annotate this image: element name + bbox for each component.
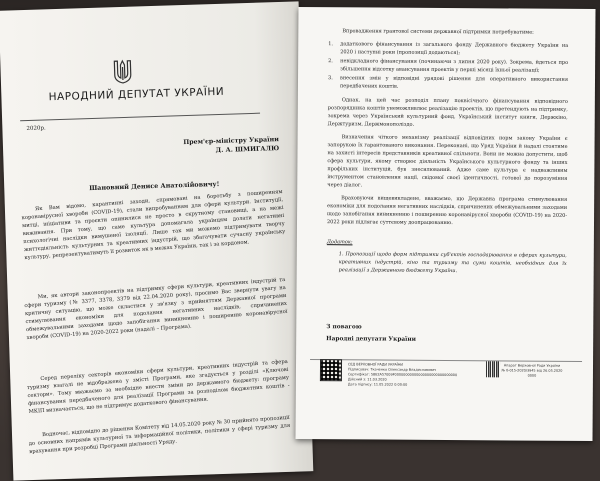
addressee-name: Д. А. ШМИГАЛЮ — [215, 144, 280, 154]
requirements-list — [328, 40, 568, 92]
letter-greeting: Шановний Денисе Анатолійовичу! — [89, 179, 220, 193]
body-paragraph: Визначення чіткого механізму реалізації відповідних норм закону України є запорукою їх гарантованого виконання. Переконані, що Уряд України й надалі стоятиме на захисті інтересів представників креативної спільноти. Вони не можна допустити, щоб сфера культури, якому створює діяльність Українського культурного фонду та інших профільних інституцій, був знесилюваний. Адже саме культура є надважливим інструментом становлення нації, свідомої своєї ідентичності, готової до порозуміння через діалог. — [327, 134, 568, 189]
letter-date: 2020р. — [26, 125, 46, 133]
letter-paragraph: Водночас, відповідно до рішення Комітету від 14.05.2020 року № 30 прийнято пропозиції до основних напрямів культурної та інформаційної політики, політики у сфері туризму для врахування при розробці Програми діяльності Уряду. — [28, 414, 291, 456]
list-item: 3. внесення змін у відповідні урядові рішення для оперативного використання передбачених коштів. — [327, 75, 569, 90]
body-paragraph: Враховуючи вищевикладене, вважаємо, що Державна програма стимулювання економіки для подолання негативних наслідків, спричинених обмежувальними заходами щодо запобігання виникненню і поширенню коронавірусної хвороби (COVID-19) на 2020-2022 роки підлягає суттєвому доопрацюванню. — [326, 195, 568, 227]
signature-block — [326, 321, 416, 346]
attachment-item: 1. Пропозиції щодо форм підтримки суб'єктів господарювання в сферах культури, креативних індустрій, кіно та туризму та суми коштів, необхідних для їх реалізації з Державного бюджету України. — [338, 251, 567, 275]
attachment-title: Додаток: — [326, 239, 353, 246]
addressee-position: Прем'єр-міністру України — [183, 136, 279, 147]
attachment-block — [327, 238, 567, 276]
list-item: 1. додаткового фінансування із загального фонду Державного бюджету України на 2020 і наступні роки (пропозиції додаються); — [328, 41, 569, 57]
letter-paragraph: Ми, як автори законопроектів на підтримку сфери культури, креативних індустрій та сфери туризму (№ 3377, 3378, 3379 від 22.04.2020 року), просимо Вас звернути увагу на критичну ситуацію, що може скластися у зв'язку з прийняттям Державної програми стимулювання економіки для подолання негативних наслідків, спричинених обмежувальними заходами щодо запобігання виникненню і поширенню коронавірусної хвороби (COVID-19) на 2020-2022 роки (надалі – Програма). — [24, 276, 288, 342]
letterhead-title: НАРОДНИЙ ДЕПУТАТ УКРАЇНИ — [48, 85, 225, 104]
letter-body-continued — [327, 27, 569, 276]
closing-text: З повагою — [326, 324, 362, 331]
qr-code-icon — [320, 359, 342, 381]
letterhead-divider — [20, 113, 260, 122]
letter-page-left — [0, 1, 313, 480]
letter-paragraph: Як Вам відомо, карантинні заходи, спрямовані на боротьбу з поширенням коронавірусної хвороби (COVID-19), стали випробуванням для сфери культури. Інституції, митці, ініціативи та проєкти опинилися не просто в скрутному становищі, а на межі виживання. При тому, що саме культура допомагала українцям долати негативні психологічні наслідки вимушеної ізоляції. Лише так ми можемо підтримувати творчу життєдіяльність культурних та креативних індустрій, що збагачувати сучасну українську культуру, репрезентуватимуть її розвиток як в межах України, так і за кордоном. — [21, 188, 286, 262]
e-signature-stamp: СЕД ВЕРХОВНОЇ РАДИ УКРАЇНИ Підписувач: Ткаченко Олександр Владиславович Сертифікат: 58E2A57009F00000000000000000000000000000 Дійсний з: 11.03.2020 Дата підпису: 11.05.2022 0:00:00 — [347, 362, 458, 388]
body-paragraph: Однак, на цей час розподіл плану поквісічного фінансування відповідного розпорядника коштів унеможливлює реалізацію проектів, що претендують на підтримку, зокрема через Український культурний фонд, Український інститут книги, Держкіно, Держтуризм, Держмонополіздо. — [327, 97, 568, 128]
registration-stamp: Апарат Верховної Ради України № 0-015-2020/3945 від 26.05.2020 0000 — [501, 363, 563, 378]
list-intro: Впровадження грантової системи державної підтримки потребуватиме: — [342, 28, 534, 36]
letter-paragraph: Серед переліку секторів економіки сфери культури, креативних індустрій та сфера туризму взагалі не відображена у змісті Програми, яке згадується у розділі «Ключові сектори». Тому вважаємо за необхідне внести зміни до державного бюджету: програму фінансування передбаченого для реалізації Програми за розподілом бюджетних коштів - МКІП визначається, що не підтримує додаткового фінансування. — [26, 358, 290, 416]
list-item: 2. невідкладного фінансування (починаючи з липня 2020 року). Зокрема, йдеться про збільшення відсотку авансування проектів у перші місяці їхньої реалізації; — [328, 58, 569, 74]
trident-emblem-icon — [112, 59, 133, 86]
letter-page-right — [295, 7, 595, 441]
signatories: Народні депутати України — [326, 336, 416, 343]
addressee-block — [149, 136, 279, 157]
